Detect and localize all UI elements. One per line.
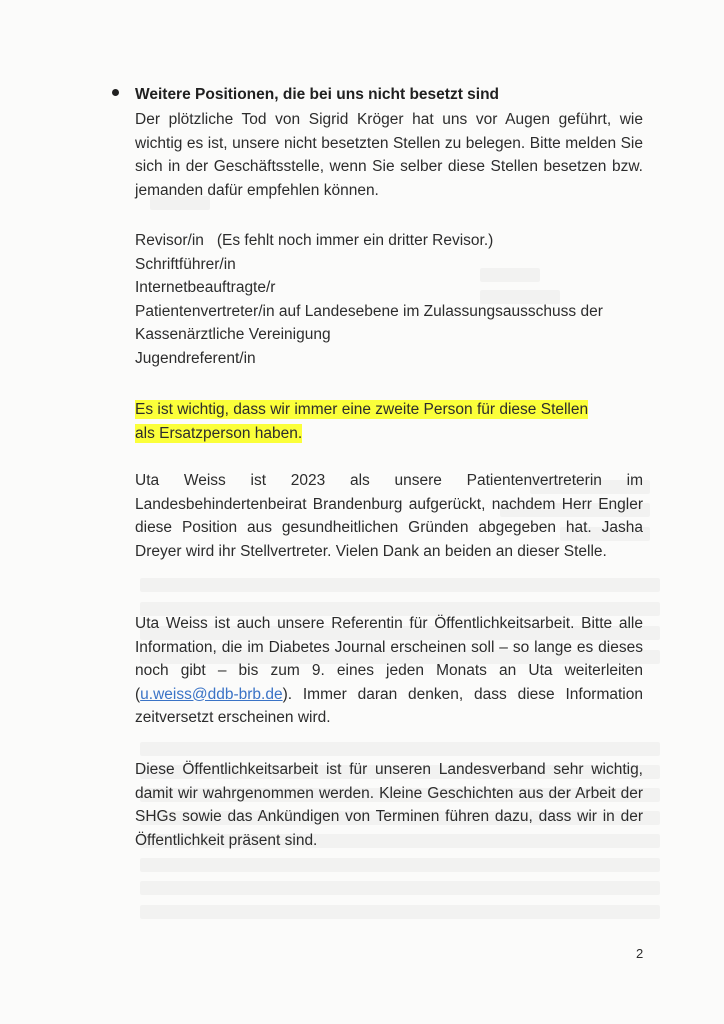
position-item: Patientenvertreter/in auf Landesebene im Zulassungsausschuss der (135, 302, 603, 320)
intro-paragraph: Der plötzliche Tod von Sigrid Kröger hat uns vor Augen geführt, wie wichtig es ist, unsere nicht besetzten Stellen zu belegen. Bitte melden Sie sich in der Geschäftsstelle, wenn Sie selber diese Stellen besetzen bzw. jemanden dafür empfehlen können. (135, 111, 643, 199)
open-positions-list (135, 229, 603, 370)
representative-paragraph: Uta Weiss ist 2023 als unsere Patientenvertreterin im Landesbehindertenbeirat Brandenburg aufgerückt, nachdem Herr Engler diese Position aus gesundheitlichen Gründen abgegeben hat. Jasha Dreyer wird ihr Stellvertreter. Vielen Dank an beiden an dieser Stelle. (135, 472, 643, 560)
press-text-end: ). Immer daran denken, dass diese Information zeitversetzt erscheinen wird. (135, 685, 643, 726)
highlighted-note (135, 398, 588, 445)
highlighted-note-line: Es ist wichtig, dass wir immer eine zweite Person für diese Stellen (135, 401, 589, 418)
press-paragraph (135, 612, 643, 730)
page-number: 2 (636, 946, 644, 961)
press-text-start: Uta Weiss ist auch unsere Referentin für Öffentlichkeitsarbeit. Bitte alle Information, die im Diabetes Journal erscheinen soll – so lange es dieses noch gibt – bis zum 9. eines jeden Monats an Uta weiterleiten ( (135, 615, 643, 703)
bullet-icon (112, 89, 119, 96)
highlighted-note-line: als Ersatzperson haben. (135, 424, 303, 442)
email-link[interactable]: u.weiss@ddb-brb.de (140, 685, 283, 703)
publicity-paragraph: Diese Öffentlichkeitsarbeit ist für unseren Landesverband sehr wichtig, damit wir wahrgenommen werden. Kleine Geschichten aus der Arbeit der SHGs sowie das Ankündigen von Terminen führen dazu, dass wir in der Öffentlichkeit präsent sind. (135, 761, 643, 849)
position-item: Revisor/in (Es fehlt noch immer ein dritter Revisor.) (135, 232, 494, 249)
position-item: Jugendreferent/in (135, 349, 256, 367)
position-item: Internetbeauftragte/r (135, 279, 276, 296)
position-item: Kassenärztliche Vereinigung (135, 326, 331, 343)
position-item: Schriftführer/in (135, 255, 236, 273)
section-heading: Weitere Positionen, die bei uns nicht besetzt sind (135, 86, 500, 103)
